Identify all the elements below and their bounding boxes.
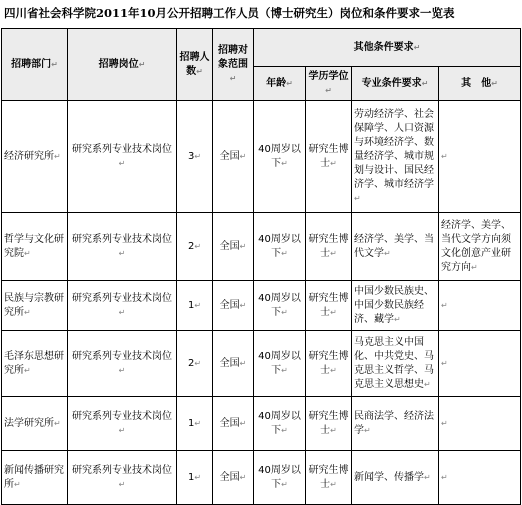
return-mark: ↵ (118, 307, 126, 317)
cell-degree: 研究生博士↵ (306, 451, 352, 505)
return-mark: ↵ (330, 307, 337, 317)
header-post: 招聘岗位↵ (68, 29, 177, 101)
return-mark: ↵ (51, 59, 58, 69)
return-mark: ↵ (281, 158, 288, 168)
return-mark: ↵ (54, 151, 61, 161)
cell-other (439, 281, 521, 331)
return-mark: ↵ (194, 358, 202, 368)
cell-degree: 研究生博士↵ (306, 281, 352, 331)
header-other-group: 其他条件要求↵ (254, 29, 521, 67)
return-mark: ↵ (24, 248, 31, 258)
return-mark: ↵ (330, 158, 337, 168)
return-mark: ↵ (194, 472, 202, 482)
cell-dept: 毛泽东思想研究所↵ (2, 331, 68, 397)
return-mark: ↵ (325, 85, 332, 95)
cell-scope: 全国↵ (213, 101, 254, 213)
cell-scope: 全国↵ (213, 451, 254, 505)
return-mark: ↵ (281, 307, 288, 317)
return-mark: ↵ (421, 78, 429, 88)
return-mark: ↵ (194, 300, 202, 310)
return-mark: ↵ (118, 248, 126, 258)
cell-major: 民商法学、经济法学↵ (352, 397, 439, 451)
cell-count: 1↵ (177, 281, 213, 331)
return-mark: ↵ (229, 73, 237, 83)
return-mark: ↵ (441, 418, 448, 428)
cell-other (439, 101, 521, 213)
cell-other (439, 451, 521, 505)
return-mark: ↵ (118, 479, 126, 489)
return-mark: ↵ (394, 314, 401, 324)
cell-scope: 全国↵ (213, 281, 254, 331)
cell-count: 1↵ (177, 397, 213, 451)
return-mark: ↵ (286, 78, 293, 88)
document-title: 四川省社会科学院2011年10月公开招聘工作人员（博士研究生）岗位和条件要求一览表 (4, 6, 455, 20)
cell-post: 研究系列专业技术岗位↵ (68, 281, 177, 331)
header-age: 年龄↵ (254, 67, 306, 101)
return-mark: ↵ (441, 300, 448, 310)
return-mark: ↵ (24, 307, 31, 317)
cell-age: 40周岁以下↵ (254, 281, 306, 331)
cell-age: 40周岁以下↵ (254, 397, 306, 451)
cell-age: 40周岁以下↵ (254, 101, 306, 213)
cell-other: 经济学、美学、当代文学方向须文化创意产业研究方向↵ (439, 213, 521, 281)
cell-dept: 经济研究所↵ (2, 101, 68, 213)
cell-major: 马克思主义中国化、中共党史、马克思主义哲学、马克思主义思想史↵ (352, 331, 439, 397)
return-mark: ↵ (118, 425, 126, 435)
return-mark: ↵ (424, 472, 431, 482)
return-mark: ↵ (196, 66, 203, 76)
cell-post: 研究系列专业技术岗位↵ (68, 101, 177, 213)
return-mark: ↵ (413, 42, 421, 52)
header-scope: 招聘对象范围↵ (213, 29, 254, 101)
positions-table (1, 28, 521, 505)
return-mark: ↵ (330, 479, 337, 489)
return-mark: ↵ (194, 241, 202, 251)
cell-count: 1↵ (177, 451, 213, 505)
header-count: 招聘人数↵ (177, 29, 213, 101)
return-mark: ↵ (118, 158, 126, 168)
return-mark: ↵ (491, 78, 498, 88)
table-row (2, 281, 521, 331)
cell-post: 研究系列专业技术岗位↵ (68, 451, 177, 505)
cell-dept: 新闻传播研究所↵ (2, 451, 68, 505)
return-mark: ↵ (239, 418, 247, 428)
return-mark: ↵ (239, 358, 247, 368)
return-mark: ↵ (118, 365, 126, 375)
cell-major: 经济学、美学、当代文学↵ (352, 213, 439, 281)
header-dept: 招聘部门↵ (2, 29, 68, 101)
cell-scope: 全国↵ (213, 213, 254, 281)
header-degree: 学历学位↵ (306, 67, 352, 101)
cell-count: 2↵ (177, 213, 213, 281)
cell-scope: 全国↵ (213, 331, 254, 397)
cell-dept: 民族与宗教研究所↵ (2, 281, 68, 331)
return-mark: ↵ (14, 479, 21, 489)
return-mark: ↵ (441, 472, 448, 482)
cell-age: 40周岁以下↵ (254, 451, 306, 505)
cell-post: 研究系列专业技术岗位↵ (68, 331, 177, 397)
return-mark: ↵ (194, 151, 202, 161)
header-row-1 (2, 29, 521, 67)
return-mark: ↵ (384, 248, 391, 258)
return-mark: ↵ (239, 241, 247, 251)
cell-age: 40周岁以下↵ (254, 331, 306, 397)
table-row (2, 397, 521, 451)
cell-degree: 研究生博士↵ (306, 101, 352, 213)
cell-count: 3↵ (177, 101, 213, 213)
cell-other (439, 397, 521, 451)
return-mark: ↵ (471, 262, 478, 272)
return-mark: ↵ (330, 248, 337, 258)
table-row (2, 101, 521, 213)
table-row (2, 451, 521, 505)
return-mark: ↵ (54, 418, 61, 428)
cell-dept: 法学研究所↵ (2, 397, 68, 451)
return-mark: ↵ (330, 365, 337, 375)
return-mark: ↵ (441, 151, 448, 161)
return-mark: ↵ (239, 472, 247, 482)
return-mark: ↵ (281, 479, 288, 489)
cell-dept: 哲学与文化研究院↵ (2, 213, 68, 281)
return-mark: ↵ (194, 418, 202, 428)
cell-other (439, 331, 521, 397)
return-mark: ↵ (354, 193, 361, 203)
return-mark: ↵ (281, 248, 288, 258)
return-mark: ↵ (330, 425, 337, 435)
cell-age: 40周岁以下↵ (254, 213, 306, 281)
table-row (2, 213, 521, 281)
return-mark: ↵ (239, 300, 247, 310)
return-mark: ↵ (24, 365, 31, 375)
return-mark: ↵ (281, 365, 288, 375)
return-mark: ↵ (441, 358, 448, 368)
cell-degree: 研究生博士↵ (306, 213, 352, 281)
return-mark: ↵ (281, 425, 288, 435)
header-other: 其 他↵ (439, 67, 521, 101)
cell-count: 2↵ (177, 331, 213, 397)
return-mark: ↵ (364, 425, 371, 435)
cell-major: 中国少数民族史、中国少数民族经济、藏学↵ (352, 281, 439, 331)
return-mark: ↵ (138, 59, 146, 69)
cell-major: 劳动经济学、社会保障学、人口资源与环境经济学、数量经济学、城市规划与设计、国民经济学、城市经济学↵ (352, 101, 439, 213)
cell-degree: 研究生博士↵ (306, 397, 352, 451)
cell-major: 新闻学、传播学↵ (352, 451, 439, 505)
table-row (2, 331, 521, 397)
cell-scope: 全国↵ (213, 397, 254, 451)
header-major: 专业条件要求↵ (352, 67, 439, 101)
cell-post: 研究系列专业技术岗位↵ (68, 397, 177, 451)
return-mark: ↵ (239, 151, 247, 161)
cell-degree: 研究生博士↵ (306, 331, 352, 397)
return-mark: ↵ (424, 379, 431, 389)
cell-post: 研究系列专业技术岗位↵ (68, 213, 177, 281)
